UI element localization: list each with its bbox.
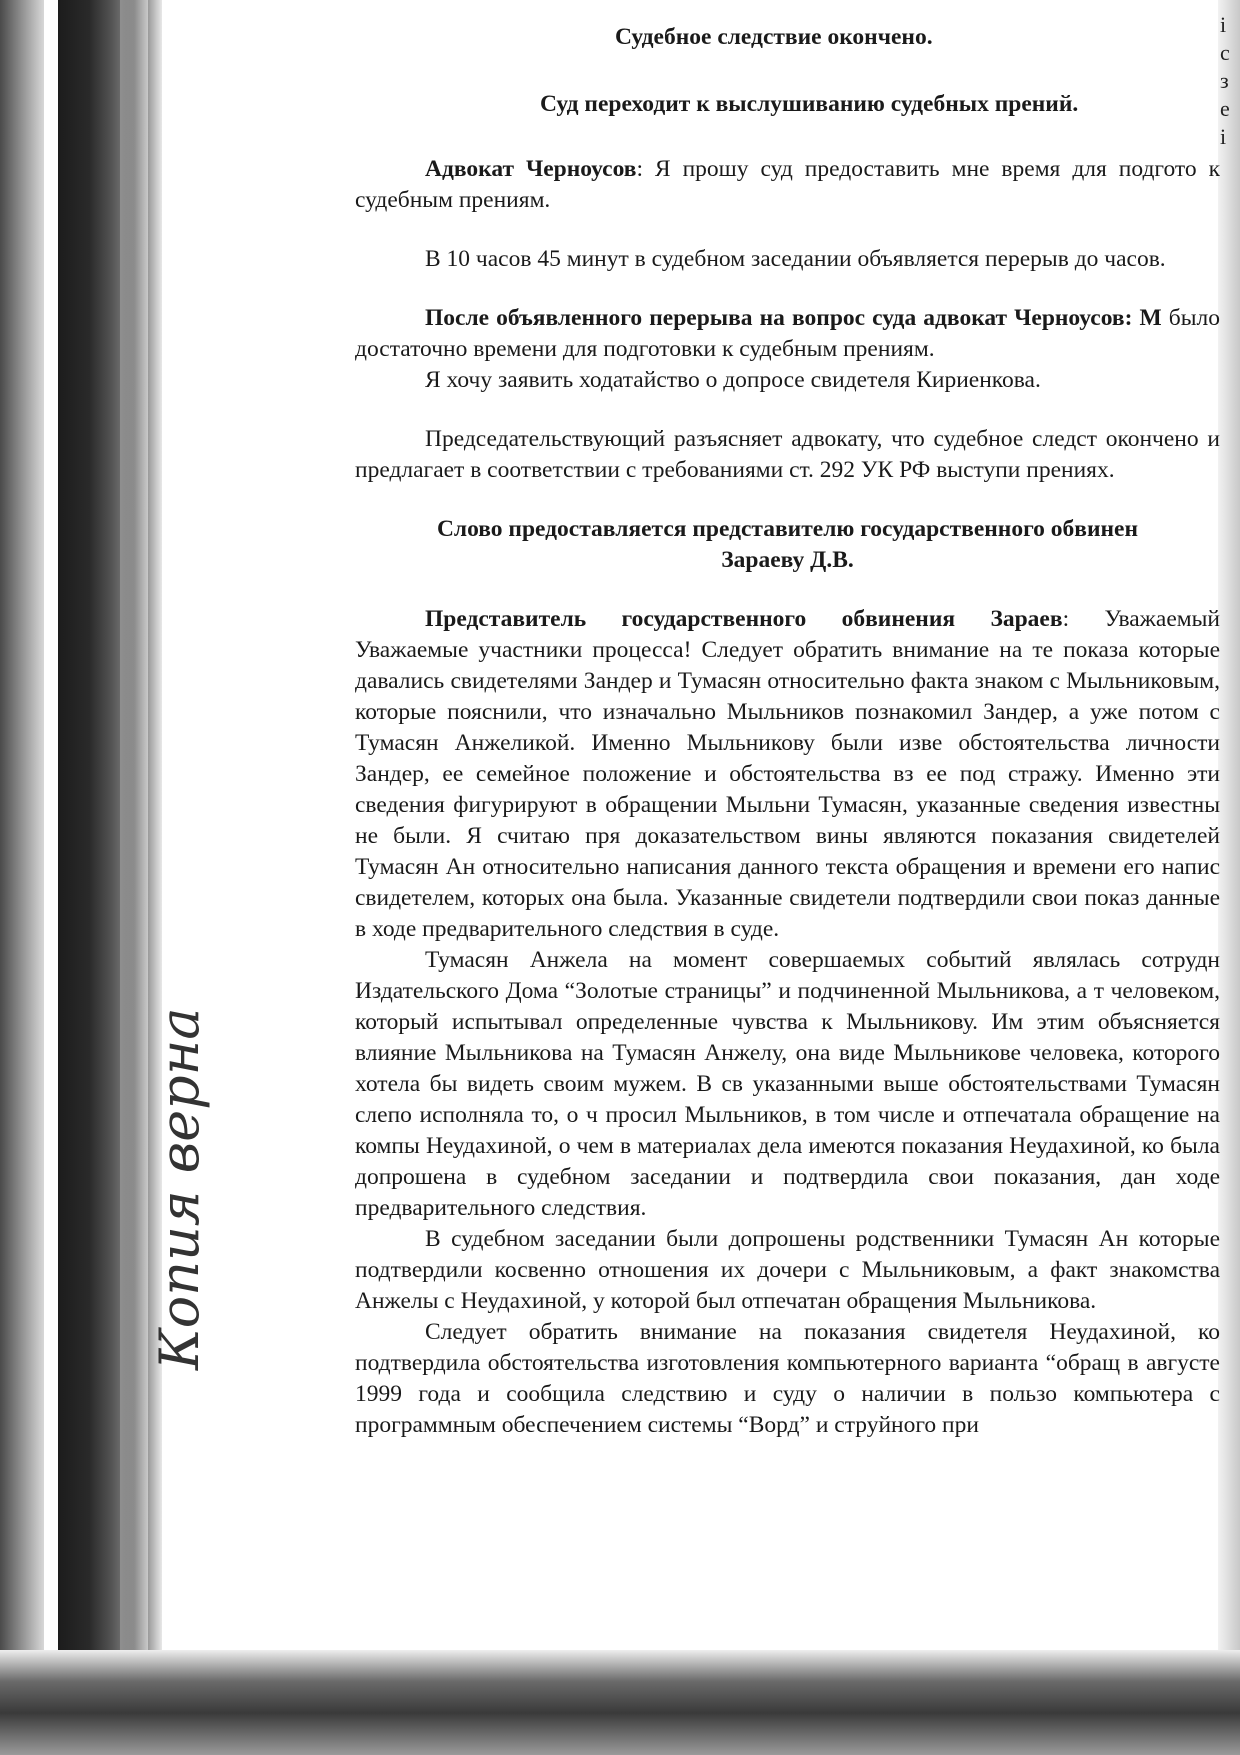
document-page: [355, 22, 1220, 1522]
paragraph-advocate-request: [355, 154, 1220, 216]
paragraph-motion: Я хочу заявить ходатайство о допросе свидетеля Кириенкова.: [425, 367, 1041, 393]
right-edge-letter: і: [1220, 12, 1227, 37]
heading-word-prosecutor-line2: Зараеву Д.В.: [721, 547, 854, 573]
paragraph-prosecutor-speech: [355, 604, 1220, 945]
right-edge-letter: і: [1220, 124, 1227, 149]
right-edge-letter: з: [1220, 68, 1229, 93]
scan-bottom-edge: [0, 1650, 1240, 1755]
paragraph-text: : Я прошу суд предоставить мне время для подгото к судебным прениям.: [355, 156, 1220, 213]
scan-left-edge: [0, 0, 44, 1755]
scan-right-edge: [1218, 0, 1240, 1740]
paragraph-text: было достаточно времени для подготовки к судебным прениям.: [355, 305, 1220, 362]
right-edge-letter: с: [1220, 40, 1230, 65]
paragraph-neudakhina: Следует обратить внимание на показания свидетеля Неудахиной, ко подтвердила обстоятельства изготовления компьютерного варианта “обращ в августе 1999 года и сообщила следствию и суду о наличии в пользо компьютера с программным обеспечением системы “Ворд” и струйного при: [355, 1319, 1220, 1438]
paragraph-tumasyan: Тумасян Анжела на момент совершаемых событий являлась сотрудн Издательского Дома “Золотые страницы” и подчиненной Мыльникова, а т человеком, который испытывал определенные чувства к Мыльникову. Им этим объясняется влияние Мыльникова на Тумасян Анжелу, она виде Мыльникове человека, которого хотела бы видеть своим мужем. В св указанными выше обстоятельствами Тумасян слепо исполняла то, о ч просил Мыльников, в том числе и отпечатала обращение на компы Неудахиной, о чем в материалах дела имеются показания Неудахиной, ко была допрошена в судебном заседании и подтвердила свои показания, дан ходе предварительного следствия.: [355, 947, 1220, 1221]
binding-shadow: [58, 0, 148, 1660]
heading-debates: Суд переходит к выслушиванию судебных прений.: [540, 91, 1079, 117]
margin-handwritten-signature: [148, 600, 228, 1380]
paragraph-relatives: В судебном заседании были допрошены родственники Тумасян Ан которые подтвердили косвенно отношения их дочери с Мыльниковым, а факт знакомства Анжелы с Неудахиной, у которой был отпечатан обращения Мыльникова.: [355, 1226, 1220, 1314]
paragraph-recess: В 10 часов 45 минут в судебном заседании объявляется перерыв до часов.: [425, 246, 1166, 272]
paragraph-after-recess: [355, 303, 1220, 365]
speaker-advocate: Адвокат Черноусов: [425, 156, 637, 182]
heading-investigation-over: Судебное следствие окончено.: [615, 24, 933, 50]
speaker-prosecutor: Представитель государственного обвинения Зараев: [425, 606, 1063, 632]
right-edge-letter: е: [1220, 96, 1230, 121]
heading-word-prosecutor-line1: Слово предоставляется представителю государственного обвинен: [436, 516, 1139, 542]
paragraph-bold-text: После объявленного перерыва на вопрос суда адвокат Черноусов: М: [425, 305, 1162, 331]
paragraph-presiding-explains: Председательствующий разъясняет адвокату, что судебное следст окончено и предлагает в соответствии с требованиями ст. 292 УК РФ выступи прениях.: [355, 426, 1220, 483]
margin-signature-text: Копия верна: [148, 1007, 211, 1370]
paragraph-text: : Уважаемый Уважаемые участники процесса! Следует обратить внимание на те показа которые давались свидетелями Зандер и Тумасян относительно факта знаком с Мыльниковым, которые пояснили, что изначально Мыльников познакомил Зандер, а уже потом с Тумасян Анжеликой. Именно Мыльникову были изве обстоятельства личности Зандер, ее семейное положение и обстоятельства вз ее под стражу. Именно эти сведения фигурируют в обращении Мыльни Тумасян, указанные сведения известны не были. Я считаю пря доказательством вины являются показания свидетелей Тумасян Ан относительно написания данного текста обращения и времени его напис свидетелем, которых она была. Указанные свидетели подтвердили свои показ данные в ходе предварительного следствия в суде.: [355, 606, 1220, 942]
